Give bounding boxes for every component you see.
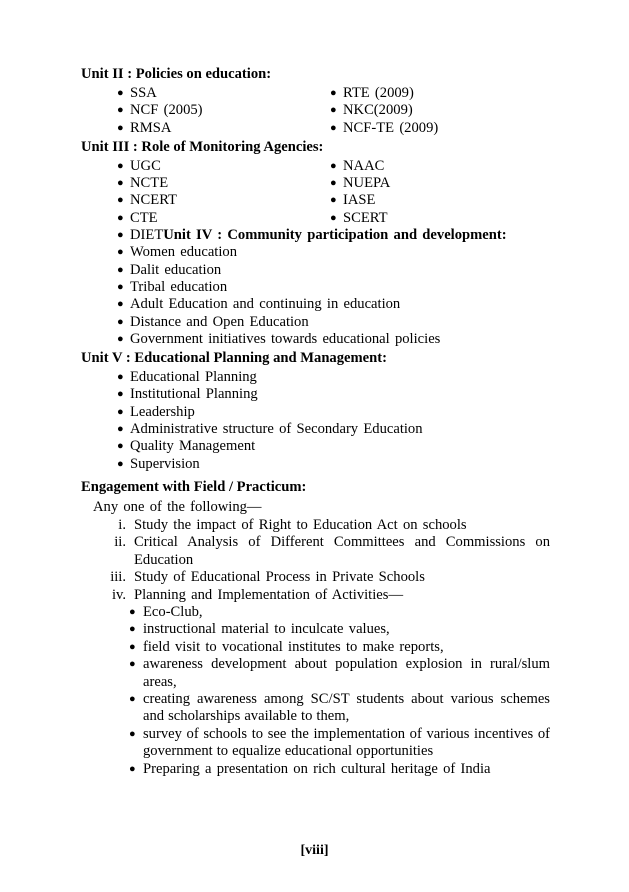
list-item-label: Critical Analysis of Different Committees and Commissions on Education (134, 534, 550, 568)
list-item (81, 331, 550, 348)
list-item-diet-unit4 (81, 227, 550, 244)
list-item-label: IASE (343, 192, 376, 209)
engagement-activity-list (81, 604, 550, 778)
list-item-label: NCF-TE (2009) (343, 119, 439, 136)
engagement-numbered-list (81, 517, 550, 604)
list-item-label: NUEPA (343, 175, 391, 192)
list-item-label: Administrative structure of Secondary Education (130, 421, 423, 438)
list-item (81, 621, 550, 638)
bullet-icon: ● (117, 87, 124, 99)
list-item-label: Study of Educational Process in Private Schools (134, 569, 425, 586)
heading-unit-2: Unit II : Policies on education: (81, 66, 272, 82)
list-item (81, 244, 550, 261)
list-item-label: Adult Education and continuing in education (130, 296, 401, 313)
list-item-label: field visit to vocational institutes to make reports, (143, 638, 444, 655)
list-item-label: Tribal education (130, 278, 228, 295)
list-item (321, 85, 551, 102)
heading-unit-4: Unit IV : Community participation and development: (163, 227, 507, 244)
bullet-icon: ● (117, 194, 124, 207)
heading-unit-5: Unit V : Educational Planning and Management: (81, 350, 387, 367)
bullet-icon: ● (117, 229, 124, 242)
bullet-icon: ● (117, 246, 124, 259)
list-item (81, 262, 550, 279)
bullet-icon: ● (117, 315, 124, 328)
page-content (81, 64, 550, 778)
bullet-icon: ● (330, 87, 337, 99)
bullet-icon: ● (129, 658, 136, 671)
list-item-label: Planning and Implementation of Activities— (134, 586, 404, 603)
list-item-label: Eco-Club, (143, 603, 203, 620)
list-item-label: Educational Planning (130, 369, 257, 386)
list-item (321, 158, 551, 175)
bullet-icon: ● (117, 177, 124, 190)
list-item-label: Distance and Open Education (130, 313, 309, 330)
heading-unit-3: Unit III : Role of Monitoring Agencies: (81, 138, 324, 155)
list-item-label: Quality Management (130, 438, 256, 455)
list-item-number: iii. (110, 569, 126, 586)
bullet-icon: ● (117, 332, 124, 345)
list-item-label: SSA (130, 85, 157, 101)
bullet-icon: ● (330, 159, 337, 172)
list-item-label-diet: DIET (130, 227, 164, 244)
unit-2-bullet-columns (81, 85, 550, 137)
list-item-label: creating awareness among SC/ST students about various schemes and scholarships available to them, (143, 691, 550, 725)
page-number-footer: [viii] (300, 843, 329, 858)
list-item (81, 761, 550, 778)
list-item (81, 404, 550, 421)
bullet-icon: ● (129, 623, 136, 636)
list-item (321, 210, 551, 227)
list-item (81, 691, 550, 726)
bullet-icon: ● (330, 211, 337, 224)
bullet-icon: ● (117, 457, 124, 470)
list-item (321, 120, 551, 137)
list-item-label: instructional material to inculcate values, (143, 621, 390, 638)
list-item-label: awareness development about population explosion in rural/slum areas, (143, 656, 550, 690)
list-item-label: Preparing a presentation on rich cultural heritage of India (143, 760, 491, 777)
list-item-number: ii. (114, 534, 126, 551)
bullet-icon: ● (117, 371, 124, 384)
bullet-icon: ● (117, 263, 124, 276)
list-item (81, 656, 550, 691)
unit-3-bullet-columns (81, 158, 550, 227)
bullet-icon: ● (117, 121, 124, 134)
bullet-icon: ● (117, 211, 124, 224)
list-item (321, 192, 551, 209)
unit-3-right-list (321, 158, 551, 227)
heading-engagement: Engagement with Field / Practicum: (81, 478, 307, 495)
list-item-label: Study the impact of Right to Education Act on schools (134, 516, 467, 533)
list-item-label: NAAC (343, 157, 385, 174)
list-item-label: Supervision (130, 455, 200, 472)
bullet-icon: ● (129, 605, 136, 618)
unit-4-list (81, 227, 550, 348)
bullet-icon: ● (330, 121, 337, 134)
bullet-icon: ● (129, 640, 136, 653)
list-item-label: UGC (130, 157, 161, 174)
bullet-icon: ● (117, 440, 124, 453)
engagement-lead-in: Any one of the following— (93, 498, 262, 515)
list-item-label: RMSA (130, 119, 172, 136)
list-item (81, 726, 550, 761)
list-item-number: iv. (111, 586, 126, 603)
list-item (81, 604, 550, 621)
list-item-label: Dalit education (130, 261, 222, 278)
bullet-icon: ● (330, 194, 337, 207)
bullet-icon: ● (117, 280, 124, 293)
unit-2-right-list (321, 85, 551, 137)
list-item (81, 296, 550, 313)
list-item-label: Government initiatives towards educational policies (130, 330, 441, 347)
list-item (81, 369, 550, 386)
bullet-icon: ● (117, 388, 124, 401)
list-item (321, 175, 551, 192)
list-item-label: NCF (2005) (130, 102, 203, 119)
unit-5-list (81, 369, 550, 473)
bullet-icon: ● (117, 104, 124, 117)
bullet-icon: ● (129, 693, 136, 705)
list-item-label: CTE (130, 209, 158, 226)
list-item (81, 517, 550, 534)
list-item (321, 102, 551, 119)
unit-3-column-right (321, 158, 551, 227)
list-item (81, 314, 550, 331)
list-item (81, 534, 550, 569)
list-item-label: NKC(2009) (343, 102, 413, 119)
list-item-label: NCTE (130, 175, 169, 192)
bullet-icon: ● (117, 159, 124, 172)
bullet-icon: ● (330, 177, 337, 190)
list-item (81, 569, 550, 586)
list-item-label: NCERT (130, 192, 177, 209)
list-item (81, 438, 550, 455)
bullet-icon: ● (117, 405, 124, 418)
list-item-label: SCERT (343, 209, 388, 226)
unit-2-column-right (321, 85, 551, 137)
list-item (81, 456, 550, 473)
list-item (81, 639, 550, 656)
bullet-icon: ● (129, 762, 136, 775)
list-item-label: Leadership (130, 403, 195, 420)
bullet-icon: ● (117, 298, 124, 311)
list-item-label: survey of schools to see the implementation of various incentives of government to equalize educational opportunities (143, 725, 550, 760)
bullet-icon: ● (129, 727, 136, 740)
list-item-label: Women education (130, 244, 238, 261)
bullet-icon: ● (117, 423, 124, 436)
list-item-label: RTE (2009) (343, 85, 414, 101)
list-item (81, 421, 550, 438)
list-item-number: i. (118, 516, 126, 533)
list-item (81, 279, 550, 296)
list-item-label: Institutional Planning (130, 386, 258, 403)
bullet-icon: ● (330, 104, 337, 117)
list-item (81, 587, 550, 604)
list-item (81, 386, 550, 403)
